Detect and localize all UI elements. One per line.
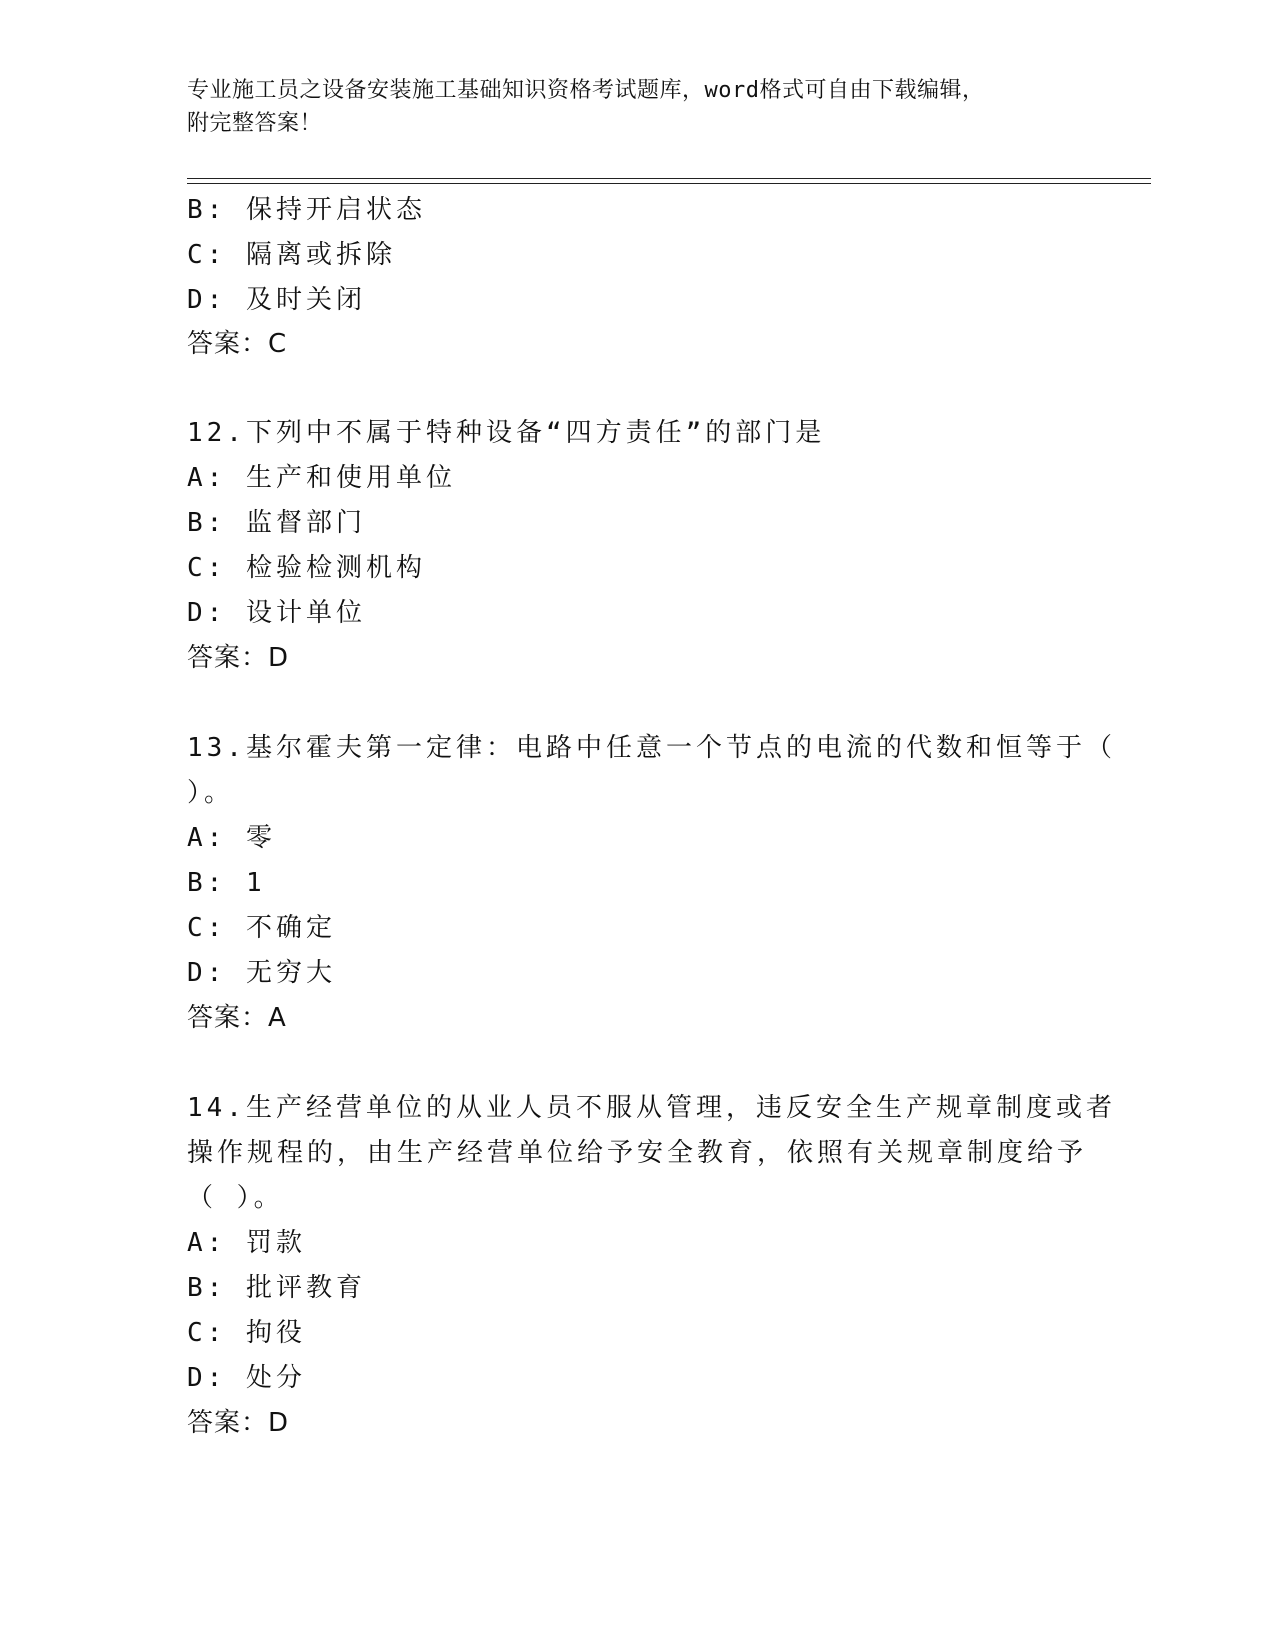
- header-divider-top: [187, 178, 1151, 179]
- option-c: C: 检验检测机构: [187, 553, 426, 583]
- option-d: D: 处分: [187, 1363, 306, 1393]
- option-d: D: 及时关闭: [187, 285, 366, 315]
- question-14-text-line-1: 14.生产经营单位的从业人员不服从管理，违反安全生产规章制度或者: [187, 1093, 1116, 1123]
- option-a: A: 生产和使用单位: [187, 463, 456, 493]
- question-13-text-line-1: 13.基尔霍夫第一定律：电路中任意一个节点的电流的代数和恒等于（: [187, 733, 1116, 763]
- answer-line: 答案：D: [187, 1408, 290, 1438]
- question-14-text-line-3: （ ）。: [187, 1183, 284, 1213]
- option-c: C: 不确定: [187, 913, 336, 943]
- header-divider-bottom: [187, 183, 1151, 184]
- document-header: [187, 74, 1087, 140]
- header-line-2: 附完整答案！: [187, 111, 323, 136]
- question-14-text-line-2: 操作规程的，由生产经营单位给予安全教育，依照有关规章制度给予: [187, 1138, 1088, 1168]
- header-line-1: 专业施工员之设备安装施工基础知识资格考试题库，word格式可自由下载编辑，: [187, 78, 985, 103]
- answer-line: 答案：A: [187, 1003, 287, 1033]
- answer-line: 答案：D: [187, 643, 290, 673]
- option-c: C: 拘役: [187, 1318, 306, 1348]
- option-d: D: 设计单位: [187, 598, 366, 628]
- answer-line: 答案：C: [187, 329, 288, 359]
- option-b: B: 1: [187, 868, 266, 898]
- option-c: C: 隔离或拆除: [187, 240, 396, 270]
- question-12-text: 12.下列中不属于特种设备“四方责任”的部门是: [187, 418, 826, 448]
- option-d: D: 无穷大: [187, 958, 336, 988]
- option-b: B: 保持开启状态: [187, 195, 426, 225]
- option-b: B: 监督部门: [187, 508, 366, 538]
- option-a: A: 零: [187, 823, 276, 853]
- question-13-text-line-2: ）。: [187, 778, 235, 808]
- option-b: B: 批评教育: [187, 1273, 366, 1303]
- option-a: A: 罚款: [187, 1228, 306, 1258]
